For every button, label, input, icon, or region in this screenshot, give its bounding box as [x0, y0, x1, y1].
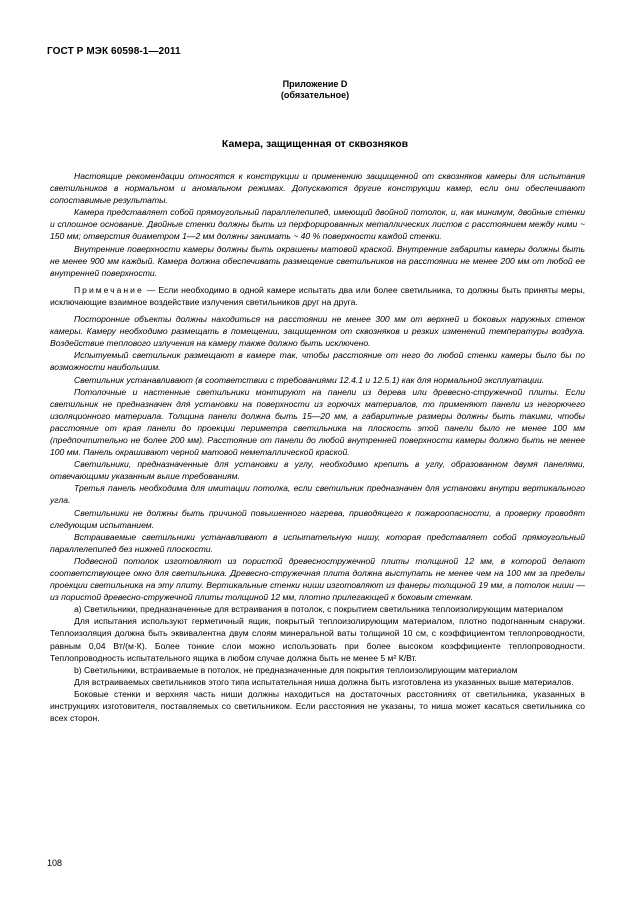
paragraph: Для испытания используют герметичный ящик, покрытый теплоизолирующим материалом, плотно подогнанным снаружи. Теплоизоляция должна быть эквивалентна двум слоям минеральной ваты толщиной 10 см, с коэффициентом теплопроводности, равным 0,04 Вт/(м·К). Более тонкие слои можно использовать при более высоком коэффициенте теплопроводности. Теплопроводность испытательного ящика в любом случае должна быть не менее 5 м² К/Вт.	[50, 616, 585, 663]
page-number: 108	[47, 858, 63, 868]
annex-title: Приложение D	[282, 79, 348, 89]
paragraph: Настоящие рекомендации относятся к конструкции и применению защищенной от сквозняков камеры для испытания светильников в нормальном и аномальном режимах. Допускаются другие конструкции камер, если они обеспечивают сопоставимые результаты.	[50, 171, 585, 206]
note-text: Если необходимо в одной камере испытать два или более светильника, то должны быть приняты меры, исключающие взаимное воздействие излучения светильников друг на друга.	[50, 284, 585, 307]
paragraph: Внутренние поверхности камеры должны быть окрашены матовой краской. Внутренние габариты камеры должны быть не менее 900 мм каждый. Камера должна обеспечивать размещение светильников на расстоянии не менее 200 мм от любой ее внутренней поверхности.	[50, 243, 585, 278]
paragraph: Подвесной потолок изготовляют из пористой древесностружечной плиты толщиной 12 мм, в которой делают соответствующее окно для светильника. Древесно-стружечная плита должна выступать не менее чем на 100 мм за пределы проекции светильника на эту плиту. Вертикальные стенки ниши изготовляют из фанеры толщиной 19 мм, а потолок ниши — из пористой древесно-стружечной плиты толщиной 12 мм, плотно прилегающей к боковым стенкам.	[50, 555, 585, 603]
paragraph: Третья панель необходима для имитации потолка, если светильник предназначен для установки внутри вертикального угла.	[50, 483, 585, 506]
note-dash: —	[143, 284, 159, 295]
annex-status: (обязательное)	[280, 90, 350, 100]
paragraph: Испытуемый светильник размещают в камере так, чтобы расстояние от него до любой стенки камеры было бы по возможности наибольшим.	[50, 350, 585, 373]
paragraph: Для встраиваемых светильников этого типа испытательная ниша должна быть изготовлена из указанных выше материалов.	[74, 676, 574, 687]
note-label: Примечание	[74, 284, 144, 295]
paragraph: Встраиваемые светильники устанавливают в испытательную нишу, которая представляет собой прямоугольный параллелепипед без нижней плоскости.	[50, 531, 585, 554]
paragraph: а) Светильники, предназначенные для встраивания в потолок, с покрытием светильника теплоизолирующим материалом	[74, 604, 564, 615]
paragraph: Посторонние объекты должны находиться на расстоянии не менее 300 мм от верхней и боковых наружных стенок камеры. Камеру необходимо размещать в помещении, защищенном от сквозняков и резких изменений температуры воздуха. Воздействие теплового излучения на камеру также должно быть исключено.	[50, 314, 585, 349]
paragraph: Камера представляет собой прямоугольный параллелепипед, имеющий двойной потолок, и, как минимум, двойные стенки и сплошное основание. Двойные стенки должны быть из перфорированных металлических листов с расстоянием между ними ~ 150 мм; отверстия диаметром 1—2 мм должны занимать ~ 40 % поверхности каждой стенки.	[50, 207, 585, 242]
note-paragraph	[50, 284, 585, 308]
annex-heading	[0, 79, 630, 101]
paragraph: b) Светильники, встраиваемые в потолок, не предназначенные для покрытия теплоизолирующим материалом	[74, 664, 518, 675]
paragraph: Потолочные и настенные светильники монтируют на панели из дерева или древесно-стружечной плиты. Если светильник не предназначен для установки на поверхности из горючих материалов, то применяют панели из негорючего изоляционного материала. Толщина панели должна быть 15—20 мм, а габаритные размеры должны быть такими, чтобы расстояние от края панели до проекции периметра светильника на плоскость этой панели было не менее 100 мм (предпочтительно не более 200 мм). Расстояние от панели до любой внутренней поверхности камеры должно быть не менее 100 мм. Панель окрашивают черной матовой неметаллической краской.	[50, 386, 585, 458]
paragraph: Светильники, предназначенные для установки в углу, необходимо крепить в углу, образованном двумя панелями, отвечающими указанным выше требованиям.	[50, 459, 585, 482]
document-body	[50, 170, 585, 724]
paragraph: Светильник устанавливают (в соответствии с требованиями 12.4.1 и 12.5.1) как для нормальной эксплуатации.	[74, 374, 545, 385]
document-title: Камера, защищенная от сквозняков	[221, 138, 409, 150]
standard-header: ГОСТ Р МЭК 60598-1—2011	[47, 46, 181, 57]
paragraph: Боковые стенки и верхняя часть ниши должны находиться на достаточных расстояниях от светильника, указанных в инструкциях изготовителя, поставляемых со светильником. Если расстояния не указаны, то ниша может касаться светильника со всех сторон.	[50, 688, 585, 724]
paragraph: Светильники не должны быть причиной повышенного нагрева, приводящего к пожароопасности, а проверку проводят следующим испытанием.	[50, 507, 585, 530]
